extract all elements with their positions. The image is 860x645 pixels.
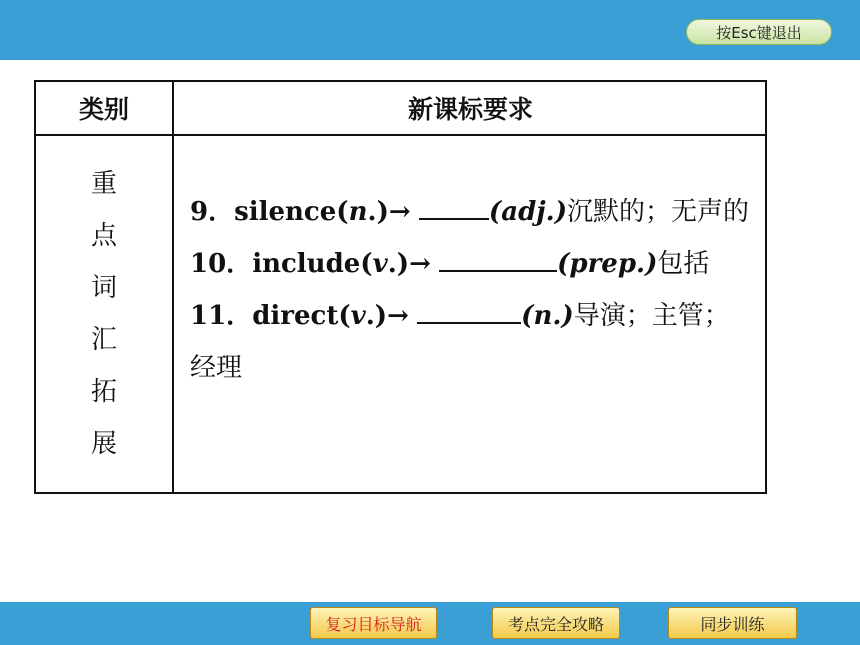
vocab-item-11 [190, 290, 760, 342]
vocab-table [34, 80, 767, 494]
item-pos: n [348, 197, 368, 227]
target-pos: (n.) [521, 301, 574, 331]
item-meaning-continued: 经理 [190, 353, 243, 383]
item-pos: v [350, 301, 366, 331]
esc-exit-button[interactable]: 按Esc键退出 [686, 19, 832, 45]
answer-blank[interactable] [419, 194, 489, 220]
item-pos: v [372, 249, 388, 279]
category-char: 词 [90, 273, 117, 303]
item-arrow: .)→ [387, 249, 431, 279]
target-pos: (adj.) [488, 197, 568, 227]
requirements-cell [190, 186, 760, 394]
answer-blank[interactable] [439, 246, 557, 272]
item-number: 9． [190, 197, 235, 227]
practice-button[interactable]: 同步训练 [668, 607, 797, 639]
item-number: 10． [190, 249, 253, 279]
review-goals-button[interactable]: 复习目标导航 [310, 607, 437, 639]
item-word: silence( [234, 197, 349, 227]
item-word: include( [252, 249, 373, 279]
item-meaning: 沉默的；无声的 [567, 197, 750, 227]
vocab-item-10 [190, 238, 760, 290]
item-meaning: 包括 [657, 249, 710, 279]
category-char: 展 [90, 429, 117, 459]
vocab-item-11-continuation [190, 342, 760, 394]
header-requirements: 新课标要求 [407, 95, 533, 124]
category-char: 拓 [90, 377, 117, 407]
header-divider [36, 134, 765, 136]
category-cell [36, 158, 172, 470]
category-char: 汇 [90, 325, 117, 355]
column-divider [172, 82, 174, 492]
item-meaning: 导演；主管； [573, 301, 730, 331]
item-arrow: .)→ [367, 197, 411, 227]
target-pos: (prep.) [557, 249, 658, 279]
item-number: 11． [190, 301, 253, 331]
category-char: 重 [90, 169, 117, 199]
item-arrow: .)→ [365, 301, 409, 331]
exam-points-button[interactable]: 考点完全攻略 [492, 607, 620, 639]
item-word: direct( [252, 301, 351, 331]
header-category: 类别 [78, 95, 129, 124]
category-char: 点 [90, 221, 117, 251]
vocab-item-9 [190, 186, 760, 238]
answer-blank[interactable] [417, 298, 521, 324]
